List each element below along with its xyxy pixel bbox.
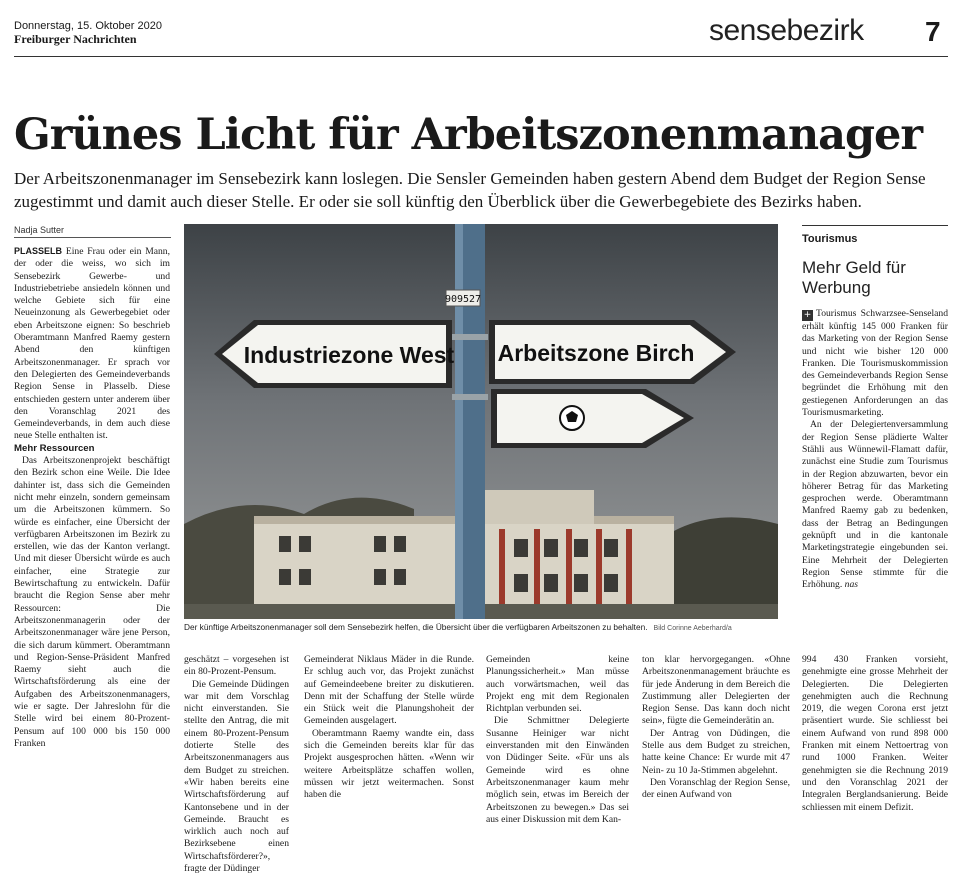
header-rule	[14, 56, 948, 57]
paragraph-text: Tourismus Schwarzsee-Senseland erhält künftig 145 000 Franken für das Marketing von der Region Sense und nicht wie bisher 120 000 Franken. Die Tourismuskommission des Gemeindeverbands Region Sense begründet die Erhöhung mit den gestiegenen Anforderungen an das Tourismusmarketing.	[802, 308, 948, 419]
article-column-6	[802, 654, 948, 814]
article-paragraph: Die Gemeinde Düdingen war mit dem Vorschlag nicht einverstanden. Sie stellte den Antrag, die mit einem 80-Prozent-Pensum dotierte Stelle des Arbeitszonenmanagers aus dem Budget zu streichen. «Wir haben bereits eine Wirtschaftsförderung auf Kantonsebene und in der Gemeinde. Braucht es wirklich auch noch auf Bezirksebene einen Wirtschaftsförderer?», fragte der Düdinger	[184, 678, 289, 875]
sidebar-signoff: nas	[844, 579, 858, 591]
sign-industriezone-west: Industriezone West	[243, 342, 455, 368]
paragraph-text: Eine Frau oder ein Mann, der oder die weiss, wo sich im Sensebezirk Gewerbe- und Industriebetriebe ansiedeln können und welche Gebiete sich für eine Neueinzonung als Gewerbegebiet oder eben Arbeitszone eignen: So beschrieb Oberamtmann Manfred Raemy gestern Abend den künftigen Arbeitszonenmanager. Er sprach vor den Delegierten des Gemeindeverbands Region Sense in Plasselb. Diese entschieden gestern unter anderem über den Voranschlag 2021 des Gemeindeverbands, in dem auch diese neue Stelle enthalten ist.	[14, 246, 170, 442]
article-column-3	[304, 654, 474, 802]
paragraph-text: An der Delegiertenversammlung der Region Sense plädierte Walter Stähli aus Wünnewil-Flamatt dafür, zunächst eine Studie zum Tourismus in der Region abzuwarten, bevor ein höherer Betrag für das Marketing gesprochen werde. Oberamtmann Manfred Raemy gab zu bedenken, dass der Betrag an Bedingungen geknüpft und in die kantonale Marketingstrategie eingebunden sei. Eine Mehrheit der Delegierten Region Sense stimmte für die Erhöhung.	[802, 419, 948, 591]
football-icon	[560, 406, 584, 430]
article-photo	[184, 224, 778, 619]
section-title: sensebezirk	[709, 14, 864, 47]
article-column-2	[184, 654, 289, 875]
article-lead: Der Arbeitszonenmanager im Sensebezirk kann loslegen. Die Sensler Gemeinden haben gestern Abend dem Budget der Region Sense zugestimmt und damit auch dieser Stelle. Er oder sie soll künftig den Überblick über die Gewerbegebiete des Bezirks haben.	[14, 169, 926, 211]
newspaper-name: Freiburger Nachrichten	[14, 32, 137, 46]
sidebar-column	[802, 308, 948, 592]
sidebar-headline: Mehr Geld für Werbung	[802, 258, 906, 297]
article-paragraph: Gemeinden keine Planungssicherheit.» Man müsse auch vorwärtsmachen, weil das Projekt eng mit dem Regionalen Richtplan verbunden sei.	[486, 654, 629, 715]
pole-number: 909527	[444, 294, 482, 305]
article-paragraph: 994 430 Franken vorsieht, genehmigte eine grosse Mehrheit der Delegierten. Die Delegierten genehmigten auch die Rechnung 2019, die wegen Corona erst jetzt präsentiert wurde. Sie schliesst bei einem Aufwand von rund 898 000 Franken mit einem Nettoertrag von rund 1000 Franken. Weiter genehmigten sie die Rechnung 2019 und den Voranschlag 2021 der Integralen Berglandsanierung. Beide schliessen mit einem Defizit.	[802, 654, 948, 813]
masthead	[14, 20, 162, 46]
article-paragraph: Oberamtmann Raemy wandte ein, dass sich die Gemeinden bereits klar für das Projekt ausgesprochen hätten. «Wenn wir weitere Arbeitsplätze schaffen wollen, müssen wir jetzt weitermachen. Sonst haben die	[304, 727, 474, 801]
sidebar-paragraph	[802, 419, 948, 591]
plus-icon: +	[803, 310, 812, 320]
article-paragraph: Das Arbeitszonenprojekt beschäftigt den Bezirk schon eine Weile. Die Idee dahinter ist, dass sich die Gemeinden nicht mehr einzeln, sondern gemeinsam um die Arbeitszonen kümmern. So würde es einfacher, eine Übersicht der verfügbaren Arbeitszonen im Bezirk zu erstellen, wie das der Kanton verlangt. Und mit dieser Übersicht würde es auch einfacher, eine Strategie zur Bewirtschaftung zu entwickeln. Dafür braucht die Region Sense aber mehr Ressourcen: Die Arbeitszonenmanagerin oder der Arbeitszonenmanager wäre jene Person, die sich darum kümmert. Oberamtmann und Region-Sense-Präsident Manfred Raemy sieht auch die Wirtschaftsförderung als eine der Aufgaben des Arbeitszonenmanagers, wie er sagte. Der Jahreslohn für die Stelle wird bei einem 80-Prozent-Pensum auf 100 000 bis 150 000 Franken	[14, 455, 170, 749]
article-subhead: Mehr Ressourcen	[14, 442, 95, 454]
sidebar-paragraph	[802, 308, 948, 419]
dateline: PLASSELB	[14, 246, 63, 256]
sign-arbeitszone-birch: Arbeitszone Birch	[497, 340, 695, 366]
article-paragraph: ton klar hervorgegangen. «Ohne Arbeitszonenmanagement bräuchte es für jede Änderung in dem Bereich die Zustimmung aller Delegierten der Region Sense. Das kann doch nicht sein», fügte die Gemeinderätin an.	[642, 654, 790, 727]
caption-text: Der künftige Arbeitszonenmanager soll dem Sensebezirk helfen, die Übersicht über die verfügbaren Arbeitszonen zu behalten.	[184, 622, 648, 632]
article-paragraph: Gemeinderat Niklaus Mäder in die Runde. Er schlug auch vor, das Projekt zunächst auf Gemeindeebene breiter zu diskutieren. Denn mit der Schaffung der Stelle würde ein Stück weit die Planungshoheit der Gemeinden ausgelagert.	[304, 654, 474, 727]
photo-credit: Bild Corinne Aeberhard/a	[653, 625, 732, 632]
issue-date: Donnerstag, 15. Oktober 2020	[14, 20, 162, 32]
page-number: 7	[925, 16, 941, 47]
article-column-4	[486, 654, 629, 826]
article-paragraph: Den Voranschlag der Region Sense, der einen Aufwand von	[642, 776, 790, 801]
article-paragraph: Der Antrag von Düdingen, die Stelle aus dem Budget zu streichen, hatte keine Chance: Er wurde mit 47 Nein- zu 10 Ja-Stimmen abgelehnt.	[642, 727, 790, 776]
photo-caption	[184, 622, 778, 632]
article-column-5	[642, 654, 790, 802]
article-paragraph: Die Schmittner Delegierte Susanne Heiniger war nicht einverstanden mit den Einwänden von Düdinger Seite. «Für uns als Gemeinde wird es ohne Arbeitszonenmanager kaum mehr möglich sein, etwas im Bereich der Arbeitszonen zu bewegen.» Das sei aus einer Diskussion mit dem Kan-	[486, 715, 629, 825]
article-paragraph: geschätzt – vorgesehen ist ein 80-Prozent-Pensum.	[184, 654, 289, 678]
article-column-1	[14, 245, 170, 750]
byline-rule	[14, 237, 171, 238]
sidebar-kicker: Tourismus	[802, 233, 858, 245]
article-paragraph	[14, 245, 170, 443]
street-signs-photo	[184, 224, 778, 619]
article-headline: Grünes Licht für Arbeitszonenmanager	[14, 110, 923, 160]
sidebar-rule	[802, 225, 948, 226]
author-byline: Nadja Sutter	[14, 225, 65, 235]
